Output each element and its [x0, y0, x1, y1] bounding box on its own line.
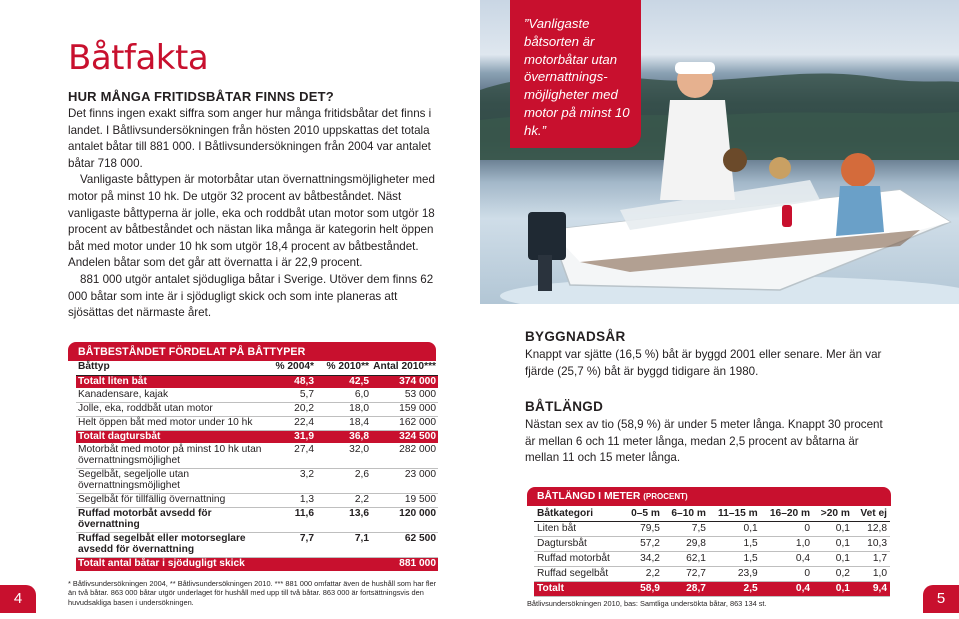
row-label: Totalt antal båtar i sjödugligt skick — [76, 558, 266, 572]
row-value: 162 000 — [371, 416, 438, 430]
intro-paragraph-3: 881 000 utgör antalet sjödugliga båtar i Sverige. Utöver dem finns 62 000 båtar som inte är i sjödugligt skick och som inte planeras att sjösättas det närmaste året. — [68, 272, 434, 320]
row-value: 159 000 — [371, 403, 438, 417]
row-value: 1,3 — [266, 494, 316, 508]
page-number-left: 4 — [0, 585, 36, 613]
row-label: Totalt liten båt — [76, 375, 266, 389]
table-row — [534, 566, 890, 581]
table-row — [76, 403, 438, 417]
section-heading: HUR MÅNGA FRITIDSBÅTAR FINNS DET? — [68, 89, 334, 104]
table-header-row — [76, 361, 438, 375]
row-value: 0 — [761, 566, 813, 581]
row-value: 2,2 — [316, 494, 371, 508]
row-label: Ruffad motorbåt — [534, 551, 623, 566]
boat-types-table — [68, 342, 436, 572]
row-value: 7,1 — [316, 533, 371, 558]
row-value: 0,1 — [709, 521, 761, 536]
row-value: 12,8 — [853, 521, 890, 536]
row-value: 0,2 — [813, 566, 853, 581]
table-row — [76, 416, 438, 430]
row-label: Ruffad segelbåt eller motorseglare avsedd för övernattning — [76, 533, 266, 558]
column-header: Båttyp — [76, 361, 266, 375]
row-value: 23 000 — [371, 469, 438, 494]
boat-length-table-grid — [534, 506, 890, 597]
row-value: 0,1 — [813, 581, 853, 596]
row-value: 13,6 — [316, 508, 371, 533]
row-value: 22,4 — [266, 416, 316, 430]
row-label: Totalt — [534, 581, 623, 596]
row-value: 29,8 — [663, 536, 709, 551]
table-source: Båtlivsundersökningen 2010, bas: Samtliga undersökta båtar, 863 134 st. — [527, 599, 767, 608]
column-header: Vet ej — [853, 506, 890, 521]
table-row — [534, 521, 890, 536]
row-value: 57,2 — [623, 536, 663, 551]
column-header: 0–5 m — [623, 506, 663, 521]
table-row — [76, 558, 438, 572]
column-header: Antal 2010*** — [371, 361, 438, 375]
row-value: 374 000 — [371, 375, 438, 389]
row-value: 58,9 — [623, 581, 663, 596]
row-value: 11,6 — [266, 508, 316, 533]
row-value: 2,2 — [623, 566, 663, 581]
row-value — [266, 558, 316, 572]
table-row — [76, 469, 438, 494]
row-label: Liten båt — [534, 521, 623, 536]
row-value: 3,2 — [266, 469, 316, 494]
row-value: 34,2 — [623, 551, 663, 566]
row-value: 2,5 — [709, 581, 761, 596]
row-value: 53 000 — [371, 389, 438, 403]
row-label: Jolle, eka, roddbåt utan motor — [76, 403, 266, 417]
row-value: 2,6 — [316, 469, 371, 494]
row-label: Segelbåt för tillfällig övernattning — [76, 494, 266, 508]
table-row — [534, 551, 890, 566]
row-value: 79,5 — [623, 521, 663, 536]
row-value: 18,4 — [316, 416, 371, 430]
row-label: Dagtursbåt — [534, 536, 623, 551]
boat-length-heading-main: BÅTLÄNGD I METER — [537, 491, 641, 502]
table-row — [76, 508, 438, 533]
row-label: Motorbåt med motor på minst 10 hk utan övernattningsmöjlighet — [76, 444, 266, 469]
intro-text — [68, 106, 438, 322]
table-header-row — [534, 506, 890, 521]
row-value: 36,8 — [316, 430, 371, 444]
row-value: 62 500 — [371, 533, 438, 558]
row-value: 5,7 — [266, 389, 316, 403]
boat-length-table-heading — [527, 487, 891, 506]
table-row — [534, 581, 890, 596]
column-header: >20 m — [813, 506, 853, 521]
row-value: 120 000 — [371, 508, 438, 533]
row-value: 31,9 — [266, 430, 316, 444]
row-label: Kanadensare, kajak — [76, 389, 266, 403]
row-value: 6,0 — [316, 389, 371, 403]
table-row — [534, 536, 890, 551]
row-value: 32,0 — [316, 444, 371, 469]
page-title: Båtfakta — [68, 38, 209, 78]
column-header: 6–10 m — [663, 506, 709, 521]
row-value: 27,4 — [266, 444, 316, 469]
boat-length-table — [527, 487, 891, 597]
table-row — [76, 533, 438, 558]
pull-quote: ”Vanligaste båtsorten är motorbåtar utan övernattningsmöjligheter med motor på minst 10 hk.” — [524, 16, 630, 138]
table-row — [76, 375, 438, 389]
row-value: 9,4 — [853, 581, 890, 596]
row-value: 0,4 — [761, 551, 813, 566]
row-value: 18,0 — [316, 403, 371, 417]
row-value: 282 000 — [371, 444, 438, 469]
row-value: 324 500 — [371, 430, 438, 444]
table-row — [76, 494, 438, 508]
boat-types-table-heading: BÅTBESTÅNDET FÖRDELAT PÅ BÅTTYPER — [68, 342, 436, 361]
row-value: 0,1 — [813, 551, 853, 566]
table-footnote: * Båtlivsundersökningen 2004, ** Båtlivsundersökningen 2010. *** 881 000 omfattar även de hushåll som har fler än två båtar. 863 000 båtar utgör underlaget för hushåll med upp till två båtar. 863 000 är fortsättningsvis den huvudsakliga basen i undersökningen. — [68, 579, 437, 607]
row-value: 881 000 — [371, 558, 438, 572]
column-header: 16–20 m — [761, 506, 813, 521]
row-value: 19 500 — [371, 494, 438, 508]
column-header: % 2010** — [316, 361, 371, 375]
row-value: 7,5 — [663, 521, 709, 536]
row-value: 42,5 — [316, 375, 371, 389]
column-header: Båtkategori — [534, 506, 623, 521]
row-label: Ruffad segelbåt — [534, 566, 623, 581]
row-value: 48,3 — [266, 375, 316, 389]
page-number-right: 5 — [923, 585, 959, 613]
byggnadsar-text: Knappt var sjätte (16,5 %) båt är byggd 2001 eller senare. Mer än var fjärde (25,7 %) båt är byggd tidigare än 1980. — [525, 348, 882, 378]
column-header: % 2004* — [266, 361, 316, 375]
row-value: 20,2 — [266, 403, 316, 417]
row-value: 0,1 — [813, 536, 853, 551]
row-value: 72,7 — [663, 566, 709, 581]
row-value: 1,5 — [709, 536, 761, 551]
boat-types-table-grid — [76, 361, 438, 572]
row-value: 7,7 — [266, 533, 316, 558]
row-value — [316, 558, 371, 572]
row-value: 62,1 — [663, 551, 709, 566]
table-row — [76, 430, 438, 444]
row-value: 1,7 — [853, 551, 890, 566]
boat-length-heading-unit: (PROCENT) — [643, 492, 688, 501]
row-value: 0,4 — [761, 581, 813, 596]
batlangd-heading: BÅTLÄNGD — [525, 399, 604, 414]
row-value: 10,3 — [853, 536, 890, 551]
row-label: Ruffad motorbåt avsedd för övernattning — [76, 508, 266, 533]
row-value: 1,0 — [853, 566, 890, 581]
row-label: Totalt dagtursbåt — [76, 430, 266, 444]
column-header: 11–15 m — [709, 506, 761, 521]
row-value: 0 — [761, 521, 813, 536]
row-value: 1,0 — [761, 536, 813, 551]
row-label: Helt öppen båt med motor under 10 hk — [76, 416, 266, 430]
table-row — [76, 389, 438, 403]
table-row — [76, 444, 438, 469]
batlangd-text: Nästan sex av tio (58,9 %) är under 5 meter långa. Knappt 30 procent är mellan 6 och 11 meter långa, medan 2,5 procent av båtarna är mellan 11 och 15 meter långa. — [525, 418, 883, 465]
intro-paragraph-2: Vanligaste båttypen är motorbåtar utan övernattningsmöjligheter med motor på minst 10 hk. De utgör 32 procent av båtbeståndet. Näst vanligaste båttyperna är jolle, eka och roddbåt utan motor som utgör 18 procent av båtbeståndet och nästan lika många är kategorin helt öppen båt med motor under 10 hk som utgör 18,4 procent av båtbeståndet. Andelen båtar som det går att övernatta i är 22,9 procent. — [68, 173, 435, 270]
row-value: 23,9 — [709, 566, 761, 581]
row-value: 1,5 — [709, 551, 761, 566]
row-value: 0,1 — [813, 521, 853, 536]
row-value: 28,7 — [663, 581, 709, 596]
row-label: Segelbåt, segeljolle utan övernattningsmöjlighet — [76, 469, 266, 494]
intro-paragraph-1: Det finns ingen exakt siffra som anger hur många fritidsbåtar det finns i landet. I Båtlivsundersökningen från hösten 2010 uppskattas det totala antalet båtar till 881 000. I Båtlivsundersökningen från 2004 var antalet båtar 718 000. — [68, 107, 432, 170]
byggnadsar-heading: BYGGNADSÅR — [525, 329, 626, 344]
